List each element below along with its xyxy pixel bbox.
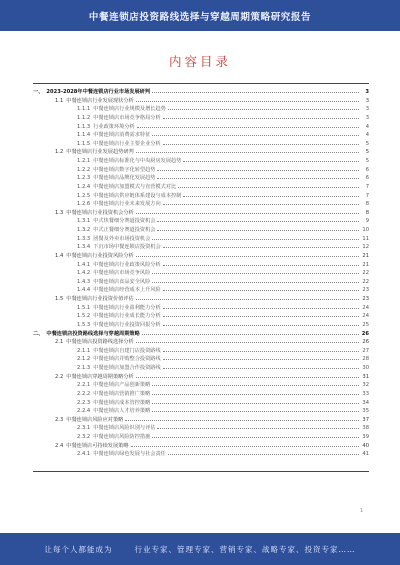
toc-entry-page: 35 [362, 408, 369, 415]
toc-entry-number: 1.5.2 [77, 313, 91, 320]
toc-entry[interactable] [33, 217, 369, 226]
toc-entry-page: 34 [362, 399, 369, 406]
toc-heading: 内容目录 [168, 54, 231, 69]
toc-entry-page: 32 [362, 382, 369, 389]
toc-entry-number: 1.1 [55, 97, 64, 104]
toc-entry-number: 1.2.1 [77, 158, 91, 164]
toc-dot-leader [136, 252, 359, 257]
toc-entry-number: 2.1.3 [77, 365, 91, 371]
toc-entry-number: 1.2.5 [77, 192, 91, 199]
toc-entry-number: 1.1.3 [77, 123, 91, 130]
toc-entry-title: 中餐连锁店风险识别与评估 [93, 425, 156, 432]
toc-dot-leader [152, 433, 359, 438]
toc-entry[interactable] [33, 442, 369, 451]
toc-entry[interactable] [33, 312, 369, 321]
toc-dot-leader [163, 200, 359, 205]
toc-entry-title: 中餐连锁店品牌化发展趋势 [93, 175, 156, 182]
toc-entry-page: 8 [365, 201, 369, 208]
toc-entry[interactable] [33, 131, 369, 140]
toc-dot-leader [183, 157, 359, 162]
toc-entry-page: 39 [362, 434, 369, 440]
toc-entry-number: 1.5.3 [77, 321, 91, 328]
toc-dot-leader [136, 209, 359, 214]
toc-entry[interactable] [33, 183, 369, 192]
toc-entry-title: 中餐连锁店产品创新策略 [93, 382, 151, 389]
toc-dot-leader [163, 347, 359, 352]
toc-dot-leader [157, 217, 359, 222]
table-of-contents [33, 88, 369, 459]
toc-entry-number: 1.3.4 [77, 244, 91, 251]
toc-entry-page: 21 [362, 252, 369, 259]
toc-dot-leader [152, 88, 359, 93]
toc-dot-leader [152, 390, 359, 395]
toc-entry-number: 2.2.2 [77, 390, 91, 397]
toc-entry[interactable] [33, 209, 369, 218]
toc-entry-title: 中餐连锁店绿色发展与社会责任 [93, 451, 166, 458]
toc-entry-number: 2.4.1 [77, 451, 91, 458]
toc-entry-page: 10 [362, 227, 369, 233]
toc-entry-title: 中餐连锁店行业主要企业分析 [93, 140, 161, 147]
toc-entry-number: 1.2.2 [77, 166, 91, 173]
toc-dot-leader [157, 174, 359, 179]
report-footer-bar [0, 533, 400, 565]
toc-entry-page: 24 [362, 304, 369, 311]
toc-entry-page: 23 [362, 287, 369, 294]
toc-entry-title: 中餐连锁店行业发展趋势研判 [66, 149, 134, 156]
toc-entry-page: 27 [362, 347, 369, 354]
toc-entry-number: 二、 [33, 330, 44, 337]
toc-entry-page: 23 [362, 296, 369, 302]
toc-entry-number: 1.2.3 [77, 175, 91, 182]
toc-entry-title: 中餐连锁店行业政策风险分析 [93, 261, 161, 268]
toc-entry-title: 中餐连锁店行业发展现状分析 [66, 97, 134, 104]
toc-entry[interactable] [33, 235, 369, 244]
toc-entry[interactable] [33, 278, 369, 287]
toc-entry-number: 2.4 [55, 442, 64, 449]
toc-entry-page: 5 [365, 140, 369, 147]
toc-entry-title: 中餐连锁店数字化转型趋势 [93, 166, 156, 173]
report-header-bar [0, 0, 400, 31]
toc-entry-title: 团餐及外卖市场投资机会 [93, 235, 151, 242]
toc-entry-page: 7 [365, 192, 369, 199]
toc-dot-leader [163, 243, 359, 248]
toc-entry-title: 中餐连锁店市场竞争格局分析 [93, 114, 161, 121]
toc-entry[interactable] [33, 243, 369, 252]
toc-entry-title: 中餐连锁店经营成本上升风险 [93, 287, 161, 294]
toc-dot-leader [136, 295, 359, 300]
toc-entry-title: 中餐连锁店消费需求特征 [93, 132, 151, 139]
toc-entry-page: 8 [365, 209, 369, 216]
toc-entry-number: 1.4.4 [77, 287, 91, 294]
toc-entry[interactable] [33, 330, 369, 339]
toc-entry[interactable] [33, 123, 369, 132]
toc-entry-page: 5 [365, 149, 369, 156]
toc-entry-title: 2023-2028年中餐连锁店行业市场发展研判 [46, 89, 151, 95]
toc-dot-leader [157, 424, 359, 429]
toc-dot-leader [137, 123, 359, 128]
toc-entry[interactable] [33, 261, 369, 270]
toc-entry[interactable] [33, 269, 369, 278]
toc-dot-leader [157, 166, 359, 171]
toc-entry-title: 中餐连锁店并购整合投资路线 [93, 356, 161, 363]
toc-dot-leader [142, 330, 359, 335]
toc-entry-number: 1.4.2 [77, 270, 91, 277]
toc-dot-leader [168, 105, 359, 110]
toc-entry[interactable] [33, 304, 369, 313]
toc-entry-page: 25 [362, 321, 369, 328]
toc-entry-page: 12 [362, 244, 369, 251]
toc-entry[interactable] [33, 347, 369, 356]
toc-entry-title: 中餐连锁店投资路线选择与穿越周期策略 [46, 330, 140, 337]
toc-dot-leader [152, 269, 359, 274]
toc-entry-number: 2.2.3 [77, 399, 91, 406]
toc-entry[interactable] [33, 97, 369, 106]
toc-entry-page: 3 [365, 97, 369, 104]
toc-dot-leader [163, 261, 359, 266]
toc-entry-number: 1.2 [55, 149, 64, 156]
toc-entry-title: 中餐连锁店可持续发展策略 [66, 442, 129, 449]
toc-entry[interactable] [33, 192, 369, 201]
toc-entry-page: 3 [365, 106, 369, 113]
toc-entry[interactable] [33, 295, 369, 304]
toc-entry-page: 21 [362, 261, 369, 268]
toc-entry-page: 3 [365, 89, 369, 95]
toc-entry[interactable] [33, 433, 369, 442]
toc-entry-number: 2.1.2 [77, 356, 91, 363]
toc-entry[interactable] [33, 364, 369, 373]
toc-entry[interactable] [33, 166, 369, 175]
toc-entry-title: 中餐连锁店穿越周期策略分析 [66, 373, 134, 380]
toc-entry-page: 4 [365, 132, 369, 139]
toc-dot-leader [163, 355, 359, 360]
toc-entry[interactable] [33, 174, 369, 183]
toc-entry-page: 22 [362, 270, 369, 277]
toc-entry-page: 26 [361, 330, 369, 337]
toc-entry-title: 中餐连锁店加盟合作投资路线 [93, 365, 161, 371]
toc-entry-number: 2.3 [55, 416, 64, 423]
toc-entry-page: 11 [362, 235, 369, 242]
toc-entry-title: 中餐连锁店投资路线选择分析 [66, 339, 134, 346]
toc-entry[interactable] [33, 321, 369, 330]
toc-entry-number: 1.4 [55, 252, 64, 259]
toc-entry-title: 中餐连锁店成本管控策略 [93, 399, 151, 406]
toc-entry-title: 中餐连锁店行业投资风险分析 [66, 252, 134, 259]
toc-dot-leader [152, 381, 359, 386]
toc-entry-number: 1.1.4 [77, 132, 91, 139]
toc-entry-number: 1.5.1 [77, 304, 91, 311]
toc-entry-page: 3 [365, 114, 369, 121]
toc-entry-title: 中餐连锁店自建门店投资路线 [93, 347, 161, 354]
toc-entry-number: 1.3.2 [77, 227, 91, 233]
toc-entry[interactable] [33, 286, 369, 295]
toc-entry-number: 一、 [33, 89, 44, 95]
toc-entry-title: 中餐连锁店行业规模及增长趋势 [93, 106, 166, 113]
toc-entry-title: 中餐连锁店行业盈利能力分析 [93, 304, 161, 311]
toc-entry-title: 中餐连锁店行业成长能力分析 [93, 313, 161, 320]
toc-dot-leader [163, 140, 359, 145]
toc-top-rule [33, 83, 369, 84]
toc-entry[interactable] [33, 381, 369, 390]
toc-bottom-rule [33, 471, 369, 472]
toc-entry-number: 2.3.1 [77, 425, 91, 432]
toc-entry-title: 中餐连锁店营销推广策略 [93, 390, 151, 397]
toc-entry-page: 9 [365, 218, 369, 225]
toc-entry-number: 1.1.2 [77, 114, 91, 121]
toc-entry[interactable] [33, 148, 369, 157]
toc-entry[interactable] [33, 407, 369, 416]
footer-expert-list: 行业专家、管理专家、营销专家、战略专家、投资专家…… [134, 544, 356, 554]
toc-entry-title: 下沉市场中餐连锁店投资机会 [93, 244, 161, 251]
toc-entry-number: 1.2.6 [77, 201, 91, 208]
page-number: 1 [360, 508, 364, 514]
toc-entry-title: 中餐连锁店行业投资价值评估 [66, 296, 134, 302]
toc-dot-leader [152, 131, 359, 136]
toc-entry-page: 6 [365, 175, 369, 182]
toc-dot-leader [163, 312, 359, 317]
toc-entry-page: 38 [362, 425, 369, 432]
footer-slogan: 让每个人都能成为 [44, 544, 113, 554]
toc-dot-leader [136, 338, 359, 343]
toc-entry[interactable] [33, 114, 369, 123]
toc-dot-leader [168, 450, 359, 455]
toc-entry-number: 1.3 [55, 209, 64, 216]
toc-dot-leader [152, 235, 359, 240]
toc-entry[interactable] [33, 226, 369, 235]
toc-entry-page: 28 [362, 356, 369, 363]
toc-entry[interactable] [33, 338, 369, 347]
toc-entry-page: 37 [362, 416, 369, 423]
toc-entry-number: 2.1 [55, 339, 64, 346]
toc-entry-page: 24 [362, 313, 369, 320]
toc-dot-leader [163, 114, 359, 119]
toc-dot-leader [152, 278, 359, 283]
toc-entry-page: 26 [362, 339, 369, 346]
toc-dot-leader [131, 442, 359, 447]
toc-entry-page: 40 [362, 442, 369, 449]
toc-dot-leader [163, 321, 359, 326]
toc-entry-number: 2.2.4 [77, 408, 91, 415]
toc-entry-title: 中餐连锁店市场竞争风险 [93, 270, 151, 277]
toc-entry-page: 7 [365, 183, 369, 190]
toc-dot-leader [152, 399, 359, 404]
toc-entry-page: 30 [362, 365, 369, 371]
toc-entry-title: 中餐连锁店行业投资回报分析 [93, 321, 161, 328]
toc-entry-number: 1.4.1 [77, 261, 91, 268]
toc-entry-number: 2.2 [55, 373, 64, 380]
toc-dot-leader [183, 192, 359, 197]
toc-entry-title: 中餐连锁店加盟模式与直营模式对比 [93, 183, 177, 190]
toc-entry-title: 中餐连锁店标准化与中央厨房发展趋势 [93, 158, 182, 164]
toc-entry[interactable] [33, 157, 369, 166]
toc-entry-title: 中餐连锁店行业投资机会分析 [66, 209, 134, 216]
toc-entry-title: 中餐连锁店人才培养策略 [93, 408, 151, 415]
toc-dot-leader [125, 416, 359, 421]
toc-entry[interactable] [33, 355, 369, 364]
toc-entry-number: 1.1.1 [77, 106, 91, 113]
toc-entry[interactable] [33, 252, 369, 261]
toc-entry-page: 31 [362, 373, 369, 380]
toc-dot-leader [136, 97, 359, 102]
toc-dot-leader [163, 286, 359, 291]
toc-entry-number: 1.5 [55, 296, 64, 302]
toc-entry[interactable] [33, 140, 369, 149]
toc-entry-number: 2.1.1 [77, 347, 91, 354]
toc-entry-number: 2.2.1 [77, 382, 91, 389]
toc-entry-title: 中餐连锁店风险应对策略 [66, 416, 124, 423]
toc-entry[interactable] [33, 416, 369, 425]
toc-entry-number: 2.3.2 [77, 434, 91, 440]
toc-entry-title: 中式快餐细分赛道投资机会 [93, 218, 156, 225]
toc-entry-page: 33 [362, 390, 369, 397]
toc-entry[interactable] [33, 399, 369, 408]
toc-entry-page: 5 [365, 158, 369, 164]
toc-dot-leader [178, 183, 359, 188]
toc-entry-page: 6 [365, 166, 369, 173]
toc-entry-number: 1.3.3 [77, 235, 91, 242]
toc-entry-page: 41 [362, 451, 369, 458]
toc-dot-leader [136, 373, 359, 378]
toc-entry[interactable] [33, 373, 369, 382]
toc-entry-number: 1.3.1 [77, 218, 91, 225]
toc-entry[interactable] [33, 450, 369, 459]
toc-entry-page: 4 [365, 123, 369, 130]
toc-dot-leader [136, 148, 359, 153]
toc-entry-title: 中餐连锁店供应链体系建设与成本控制 [93, 192, 182, 199]
toc-dot-leader [163, 364, 359, 369]
report-title: 中餐连锁店投资路线选择与穿越周期策略研究报告 [88, 11, 312, 23]
toc-entry-title: 中式正餐细分赛道投资机会 [93, 227, 156, 233]
toc-entry-title: 中餐连锁店行业未来发展方向 [93, 201, 161, 208]
toc-entry-page: 22 [362, 278, 369, 285]
toc-entry[interactable] [33, 105, 369, 114]
toc-dot-leader [157, 226, 359, 231]
toc-entry-number: 1.2.4 [77, 183, 91, 190]
toc-dot-leader [163, 304, 359, 309]
toc-entry[interactable] [33, 390, 369, 399]
toc-entry[interactable] [33, 424, 369, 433]
toc-dot-leader [152, 407, 359, 412]
toc-entry[interactable] [33, 200, 369, 209]
toc-entry-title: 行业政策环境分析 [93, 123, 135, 130]
toc-entry-number: 1.1.5 [77, 140, 91, 147]
toc-entry-title: 中餐连锁店风险防控措施 [93, 434, 151, 440]
toc-entry[interactable] [33, 88, 369, 97]
toc-entry-title: 中餐连锁店食品安全风险 [93, 278, 151, 285]
toc-entry-number: 1.4.3 [77, 278, 91, 285]
